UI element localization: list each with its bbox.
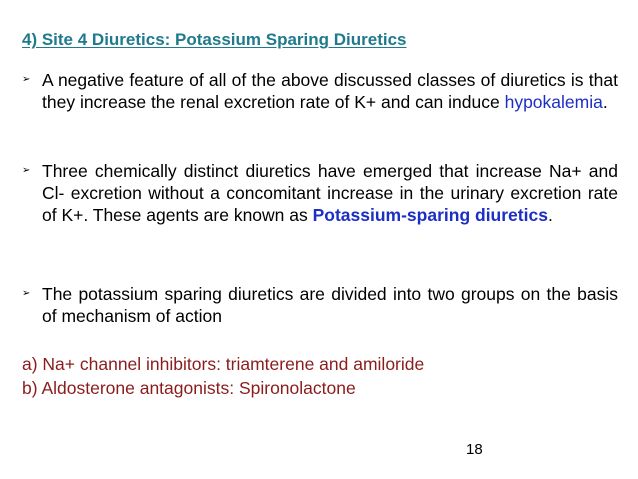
bullet-text — [42, 283, 618, 327]
bullet-text-main: Three chemically distinct diuretics have emerged that increase Na+ and Cl- excretion without a concomitant increase in the urinary excretion rate of K+. These agents are known as — [42, 161, 618, 225]
bullet-text-end: . — [547, 205, 553, 225]
bullet-text-main: The potassium sparing diuretics are divided into two groups on the basis of mechanism of action — [42, 284, 618, 326]
bullet-item-1 — [22, 69, 618, 113]
arrow-bullet-icon: ➢ — [22, 74, 31, 85]
bullet-item-3 — [22, 283, 618, 327]
page-number: 18 — [466, 441, 483, 458]
bullet-text-end: . — [602, 92, 608, 112]
group-b-text: b) Aldosterone antagonists: Spironolactone — [22, 378, 356, 398]
highlight-term: hypokalemia — [504, 92, 603, 112]
bullet-text — [42, 160, 618, 226]
bullet-text-main: A negative feature of all of the above discussed classes of diuretics is that they increase the renal excretion rate of K+ and can induce — [42, 70, 618, 112]
highlight-term: Potassium-sparing diuretics — [312, 205, 548, 225]
bullet-item-2 — [22, 160, 618, 226]
arrow-bullet-icon: ➢ — [22, 165, 31, 176]
group-a-text: a) Na+ channel inhibitors: triamterene and amiloride — [22, 354, 425, 374]
bullet-text — [42, 69, 618, 113]
arrow-bullet-icon: ➢ — [22, 288, 31, 299]
slide-title: 4) Site 4 Diuretics: Potassium Sparing Diuretics — [22, 30, 407, 49]
